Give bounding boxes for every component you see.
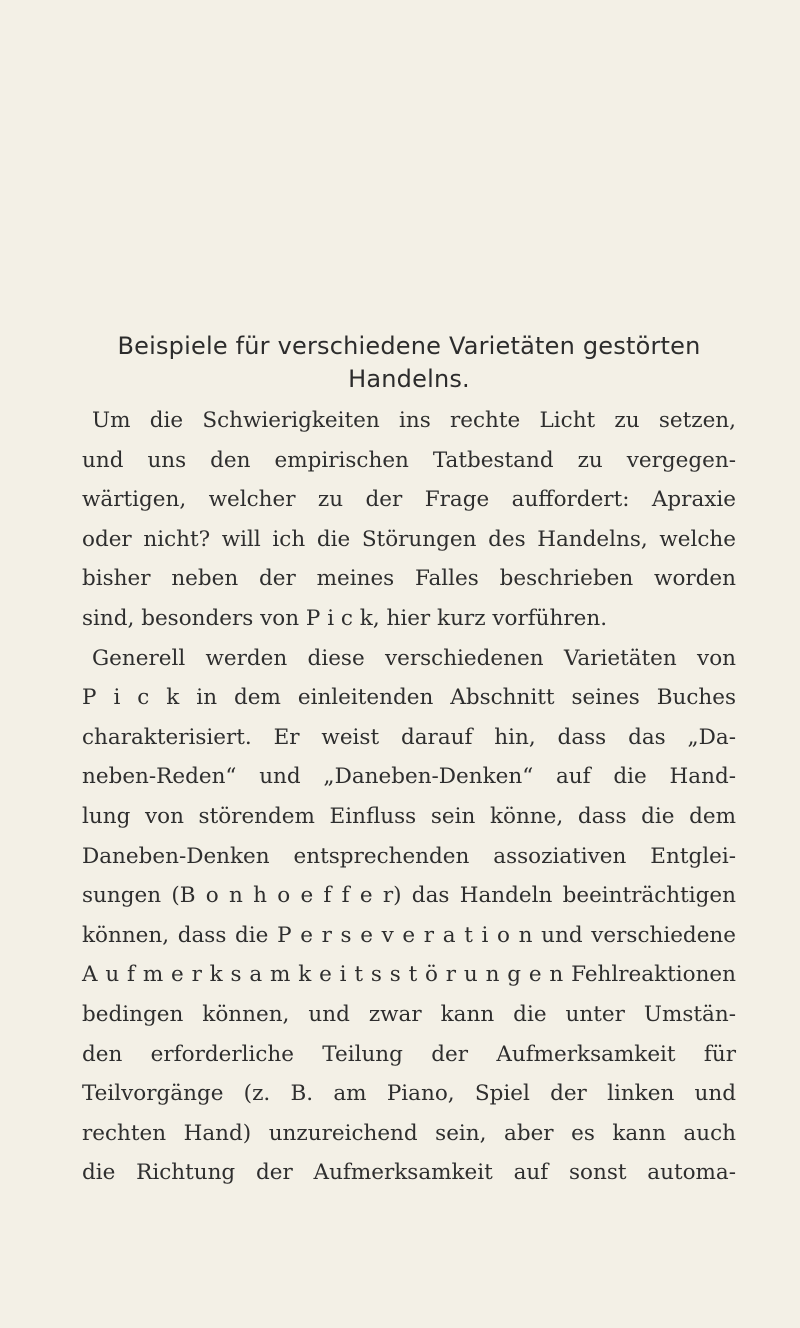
text-line: charakterisiert. Er weist darauf hin, dass das „Da- bbox=[82, 724, 736, 750]
text-line: Um die Schwierigkeiten ins rechte Licht zu setzen, bbox=[92, 408, 736, 433]
heading-line-1: Beispiele für verschiedene Varietäten gestörten bbox=[117, 332, 701, 360]
text-line: den erforderliche Teilung der Aufmerksamkeit für bbox=[82, 1041, 736, 1067]
text-line: sind, besonders von P i c k, hier kurz vorführen. bbox=[82, 605, 608, 631]
text-line: rechten Hand) unzureichend sein, aber es kann auch bbox=[82, 1120, 736, 1146]
text-line: neben-Reden“ und „Daneben-Denken“ auf die Hand- bbox=[82, 764, 736, 790]
text-line: lung von störendem Einfluss sein könne, dass die dem bbox=[82, 803, 736, 829]
text-line: und uns den empirischen Tatbestand zu vergegen- bbox=[82, 447, 736, 473]
text-line: Daneben-Denken entsprechenden assoziativen Entglei- bbox=[82, 843, 736, 869]
text-line: A u f m e r k s a m k e i t s s t ö r u n g e n Fehlreaktionen bbox=[82, 962, 736, 988]
text-line: bedingen können, und zwar kann die unter Umstän- bbox=[82, 1001, 736, 1027]
body-paragraphs bbox=[82, 401, 736, 1193]
text-line: wärtigen, welcher zu der Frage auffordert: Apraxie bbox=[82, 487, 736, 513]
text-line: Teilvorgänge (z. B. am Piano, Spiel der linken und bbox=[82, 1081, 736, 1107]
heading-line-2: Handelns. bbox=[348, 365, 470, 393]
page bbox=[82, 330, 736, 1193]
text-line: die Richtung der Aufmerksamkeit auf sonst automa- bbox=[82, 1160, 736, 1186]
text-line: oder nicht? will ich die Störungen des Handelns, welche bbox=[82, 526, 736, 552]
text-line: bisher neben der meines Falles beschrieben worden bbox=[82, 566, 736, 592]
text-line: können, dass die P e r s e v e r a t i o n und verschiedene bbox=[82, 922, 736, 948]
text-line: Generell werden diese verschiedenen Varietäten von bbox=[92, 645, 736, 671]
text-line: sungen (B o n h o e f f e r) das Handeln beeinträchtigen bbox=[82, 883, 736, 909]
text-line: P i c k in dem einleitenden Abschnitt seines Buches bbox=[82, 685, 736, 711]
section-heading bbox=[82, 330, 736, 396]
